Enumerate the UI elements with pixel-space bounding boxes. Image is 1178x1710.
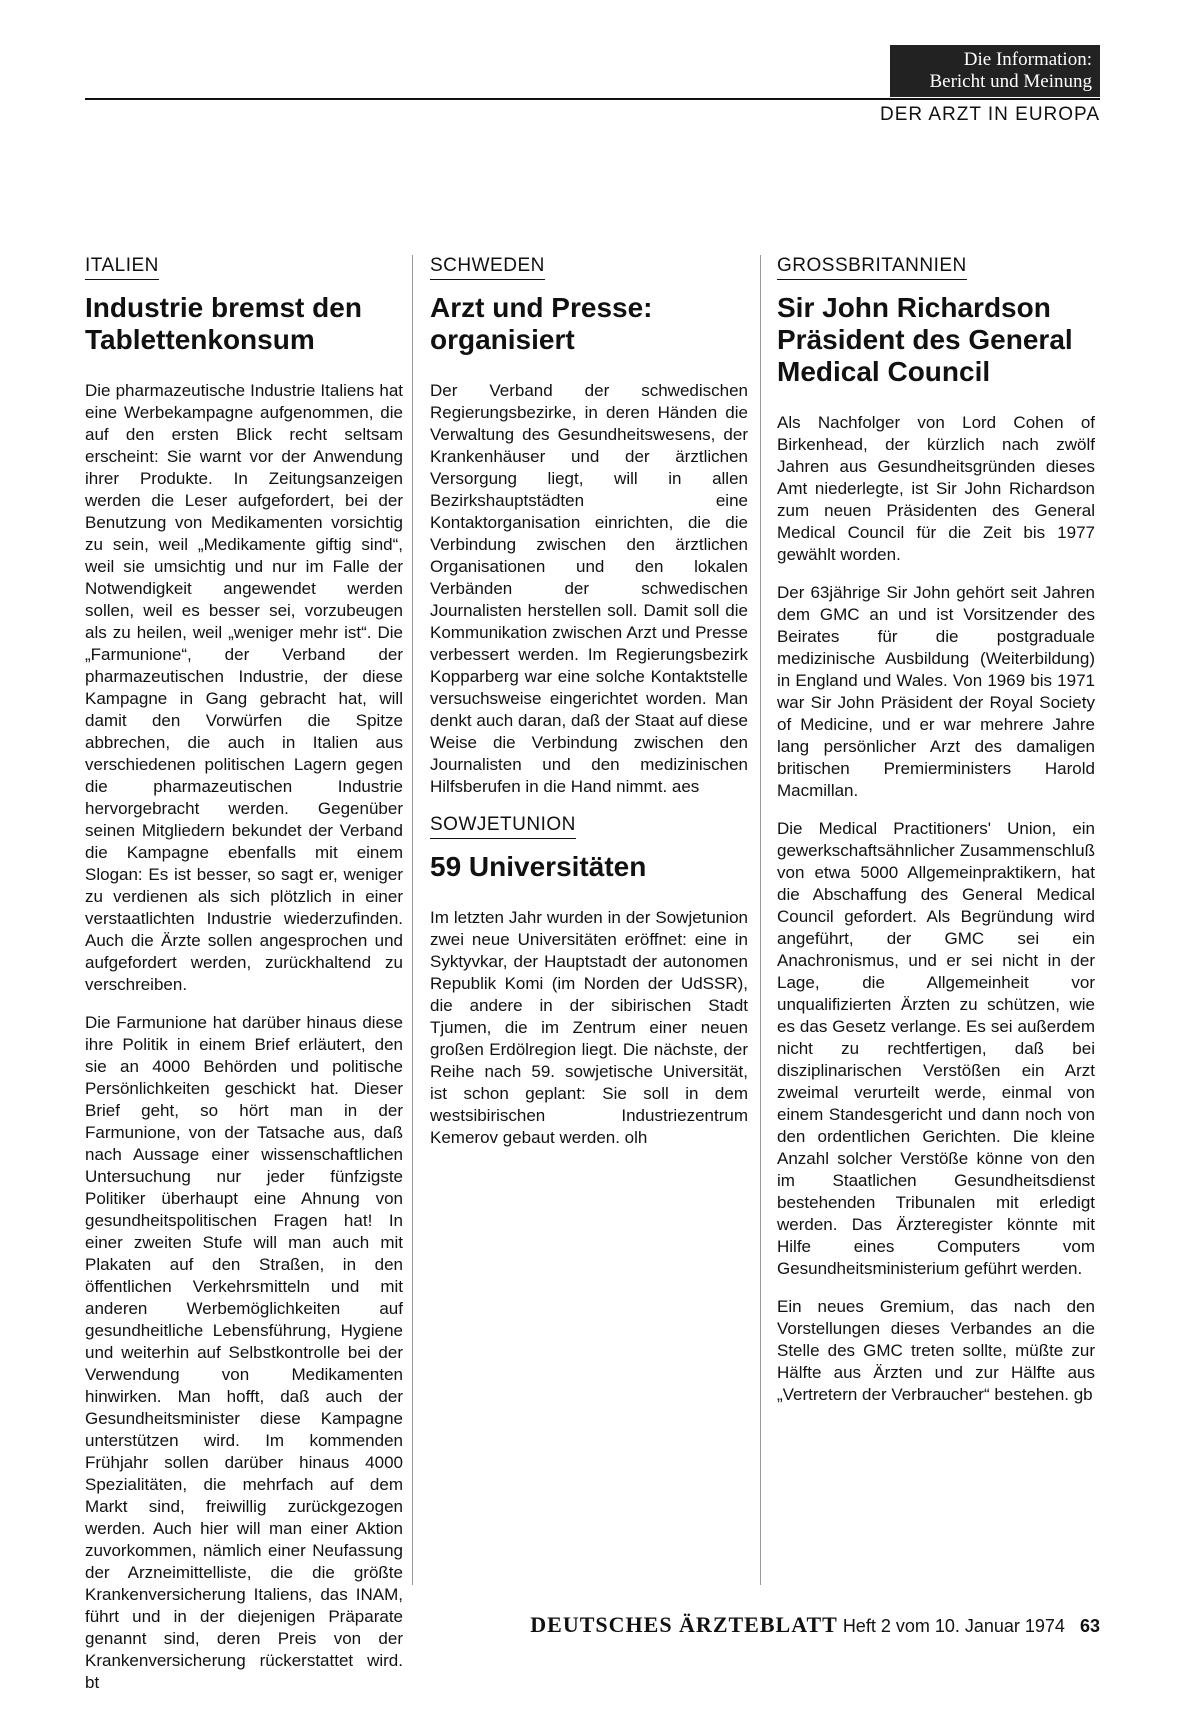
paragraph: Die Medical Practitioners' Union, ein gewerkschaftsähnlicher Zusammenschluß von etwa 5000 Allgemeinpraktikern, hat die Abschaffung des General Medical Council gefordert. Als Begründung wird angeführt, der GMC sei ein Anachronismus, und er sei nicht in der Lage, die Allgemeinheit vor unqualifizierten Ärzten zu schützen, wie es das Gesetz verlange. Es sei außerdem nicht zu rechtfertigen, daß bei disziplinarischen Verstößen ein Arzt zweimal verurteilt werde, einmal von einem Standesgericht und dann noch von den ordentlichen Gerichten. Die kleine Anzahl solcher Verstöße könne von den im Staatlichen Gesundheitsdienst bestehenden Tribunalen mit erledigt werden. Das Ärzteregister könnte mit Hilfe eines Computers vom Gesundheitsministerium geführt werden. bbox=[777, 819, 1095, 1278]
column-2 bbox=[430, 255, 748, 1165]
badge-line-2: Bericht und Meinung bbox=[929, 71, 1092, 92]
kicker-grossbritannien: GROSSBRITANNIEN bbox=[777, 255, 967, 280]
column-1 bbox=[85, 255, 403, 1710]
badge-line-1: Die Information: bbox=[963, 49, 1092, 70]
paragraph: Im letzten Jahr wurden in der Sowjetunion zwei neue Universitäten eröffnet: eine in Syktyvkar, der Hauptstadt der autonomen Republik Komi (im Norden der UdSSR), die andere in der sibirischen Stadt Tjumen, die im Zentrum einer neuen großen Erdölregion liegt. Die nächste, der Reihe nach 59. sowjetische Universität, ist schon geplant: Sie soll in dem westsibirischen Industriezentrum Kemerov gebaut werden. olh bbox=[430, 908, 748, 1147]
headline-schweden: Arzt und Presse: organisiert bbox=[430, 292, 653, 355]
section-title: DER ARZT IN EUROPA bbox=[880, 104, 1100, 125]
page-number: 63 bbox=[1079, 1616, 1100, 1636]
headline-sowjetunion: 59 Universitäten bbox=[430, 851, 647, 882]
paragraph: Als Nachfolger von Lord Cohen of Birkenhead, der kürzlich nach zwölf Jahren aus Gesundheitsgründen dieses Amt niederlegte, ist Sir John Richardson zum neuen Präsidenten des General Medical Council für die Zeit bis 1977 gewählt worden. bbox=[777, 413, 1095, 564]
masthead: DEUTSCHES ÄRZTEBLATT bbox=[530, 1612, 838, 1637]
paragraph: Die Farmunione hat darüber hinaus diese ihre Politik in einem Brief erläutert, den sie an 4000 Behörden und politische Persönlichkeiten geschickt hat. Dieser Brief geht, so hört man in der Farmunione, von der Tatsache aus, daß nach Aussage einer wissenschaftlichen Untersuchung nur jeder fünfzigste Politiker überhaupt eine Ahnung von gesundheitspolitischen Fragen hat! In einer zweiten Stufe will man auch mit Plakaten auf den Straßen, in den öffentlichen Verkehrsmitteln und mit anderen Werbemöglichkeiten auf gesundheitliche Lebensführung, Hygiene und weiterhin auf Selbstkontrolle bei der Verwendung von Medikamenten hinwirken. Man hofft, daß auch der Gesundheitsminister diese Kampagne unterstützen wird. Im kommenden Frühjahr sollen darüber hinaus 4000 Spezialitäten, die mehrfach auf dem Markt sind, freiwillig zurückgezogen werden. Auch hier will man einer Aktion zuvorkommen, nämlich einer Neufassung der Arzneimittelliste, die die größte Krankenversicherung Italiens, das INAM, führt und in der diejenigen Präparate genannt sind, deren Preis von der Krankenversicherung rückerstattet wird. bt bbox=[85, 1013, 403, 1692]
issue-info: Heft 2 vom 10. Januar 1974 bbox=[842, 1616, 1065, 1636]
page-footer bbox=[530, 1612, 1100, 1638]
headline-italien: Industrie bremst den Tablettenkonsum bbox=[85, 292, 362, 355]
column-3 bbox=[777, 255, 1095, 1422]
paragraph: Ein neues Gremium, das nach den Vorstellungen dieses Verbandes an die Stelle des GMC treten sollte, müßte zur Hälfte aus Ärzten und zur Hälfte aus „Vertretern der Verbraucher“ bestehen. gb bbox=[777, 1297, 1095, 1404]
kicker-schweden: SCHWEDEN bbox=[430, 255, 545, 280]
kicker-sowjetunion: SOWJETUNION bbox=[430, 814, 576, 839]
paragraph: Die pharmazeutische Industrie Italiens hat eine Werbekampagne aufgenommen, die auf den ersten Blick recht seltsam erscheint: Sie warnt vor der Anwendung ihrer Produkte. In Zeitungsanzeigen werden die Leser aufgefordert, bei der Benutzung von Medikamenten vorsichtig zu sein, weil „Medikamente giftig sind“, weil sie umsichtig und nur im Falle der Notwendigkeit angewendet werden sollen, weil es besser sei, vorzubeugen als zu heilen, weil „weniger mehr ist“. Die „Farmunione“, der Verband der pharmazeutischen Industrie, der diese Kampagne in Gang gebracht hat, will damit den Vorwürfen die Spitze abbrechen, die auch in Italien aus verschiedenen politischen Lagern gegen die pharmazeutischen Industrie hervorgebracht werden. Gegenüber seinen Mitgliedern bekundet der Verband die Kampagne ebenfalls mit einem Slogan: Es ist besser, so sagt er, weniger zu verdienen als sich plötzlich in einer verstaatlichten Industrie wiederzufinden. Auch die Ärzte sollen angesprochen und aufgefordert werden, zurückhaltend zu verschreiben. bbox=[85, 381, 403, 994]
headline-grossbritannien: Sir John Richardson Präsident des General Medical Council bbox=[777, 292, 1073, 387]
header-rule bbox=[85, 98, 1100, 100]
section-badge bbox=[890, 45, 1100, 97]
column-divider bbox=[412, 255, 413, 1585]
kicker-italien: ITALIEN bbox=[85, 255, 159, 280]
paragraph: Der Verband der schwedischen Regierungsbezirke, in deren Händen die Verwaltung des Gesundheitswesens, der Krankenhäuser und der ärztlichen Versorgung liegt, will in allen Bezirkshauptstädten eine Kontaktorganisation einrichten, die die Verbindung zwischen den ärztlichen Organisationen und den lokalen Verbänden der schwedischen Journalisten herstellen soll. Damit soll die Kommunikation zwischen Arzt und Presse verbessert werden. Im Regierungsbezirk Kopparberg war eine solche Kontaktstelle versuchsweise eingerichtet worden. Man denkt auch daran, daß der Staat auf diese Weise die Verbindung zwischen den Journalisten und den medizinischen Hilfsberufen in die Hand nimmt. aes bbox=[430, 381, 748, 796]
paragraph: Der 63jährige Sir John gehört seit Jahren dem GMC an und ist Vorsitzender des Beirates für die postgraduale medizinische Ausbildung (Weiterbildung) in England und Wales. Von 1969 bis 1971 war Sir John Präsident der Royal Society of Medicine, und er war mehrere Jahre lang persönlicher Arzt des damaligen britischen Premierministers Harold Macmillan. bbox=[777, 583, 1095, 800]
column-divider bbox=[760, 255, 761, 1585]
